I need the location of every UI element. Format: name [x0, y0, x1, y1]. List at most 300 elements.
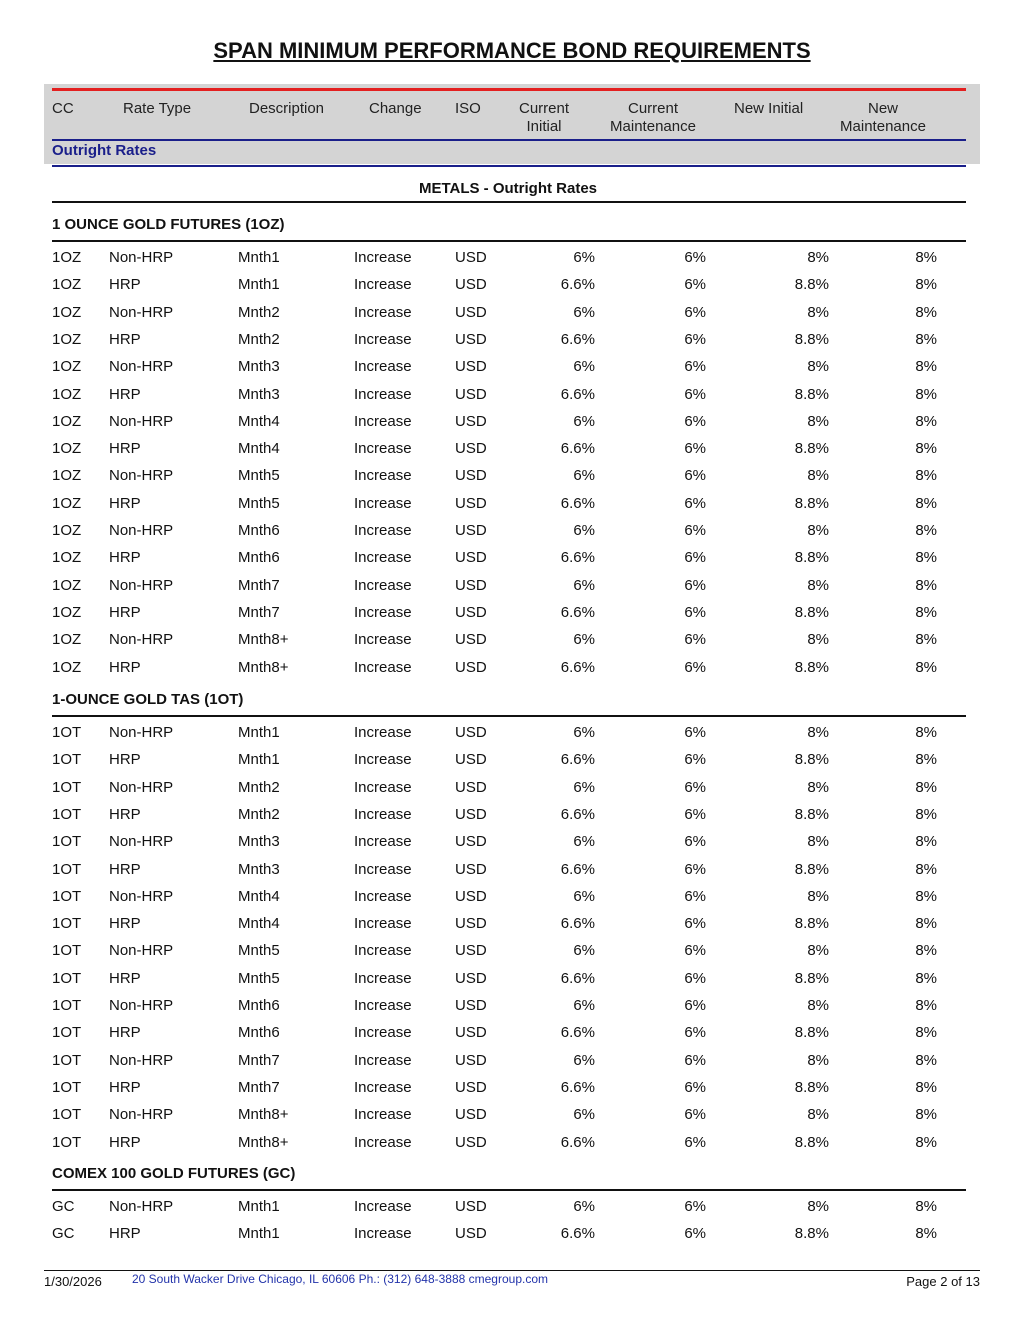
table-cell: Mnth8+	[238, 631, 289, 649]
table-cell: Non-HRP	[109, 576, 174, 594]
table-cell: 1OZ	[52, 494, 82, 512]
table-cell: Mnth3	[238, 860, 280, 878]
table-cell: 8%	[915, 467, 937, 485]
table-row	[0, 1198, 1024, 1225]
table-cell: 6%	[684, 385, 706, 403]
table-cell: 6%	[573, 303, 595, 321]
table-cell: USD	[455, 412, 487, 430]
table-cell: 1OT	[52, 915, 82, 933]
header-change: Change	[369, 100, 422, 117]
table-cell: 6%	[684, 751, 706, 769]
table-cell: 6.6%	[560, 915, 595, 933]
table-cell: Increase	[354, 631, 412, 649]
table-cell: 6%	[684, 276, 706, 294]
table-cell: 1OT	[52, 860, 82, 878]
header-iso: ISO	[455, 100, 481, 117]
table-cell: 6.6%	[560, 1225, 595, 1243]
table-cell: Increase	[354, 494, 412, 512]
table-row	[0, 970, 1024, 997]
table-cell: Increase	[354, 549, 412, 567]
table-cell: Mnth6	[238, 997, 280, 1014]
section-blue-rule	[52, 165, 966, 167]
table-cell: USD	[455, 303, 487, 321]
table-cell: 8%	[915, 276, 937, 294]
table-cell: 8%	[915, 833, 937, 851]
table-cell: 6%	[684, 724, 706, 741]
table-cell: 8%	[915, 358, 937, 376]
table-cell: Mnth1	[238, 751, 280, 769]
table-cell: 6.6%	[560, 1133, 595, 1151]
table-cell: USD	[455, 467, 487, 485]
table-cell: Mnth8+	[238, 658, 289, 676]
table-cell: 1OT	[52, 887, 82, 905]
table-cell: 8%	[915, 915, 937, 933]
table-cell: 8%	[915, 1198, 937, 1215]
table-row	[0, 1106, 1024, 1133]
table-cell: 8.8%	[794, 603, 829, 621]
table-cell: 8%	[915, 969, 937, 987]
table-cell: 8%	[915, 942, 937, 960]
table-cell: 1OT	[52, 1133, 82, 1151]
table-cell: GC	[52, 1198, 75, 1215]
table-cell: 6%	[684, 969, 706, 987]
table-cell: 6%	[684, 358, 706, 376]
table-cell: 8%	[915, 751, 937, 769]
table-cell: 8%	[915, 440, 937, 458]
table-cell: Mnth1	[238, 724, 280, 741]
table-cell: 1OT	[52, 778, 82, 796]
table-cell: Increase	[354, 833, 412, 851]
table-cell: Increase	[354, 658, 412, 676]
table-cell: 6%	[684, 778, 706, 796]
table-cell: USD	[455, 997, 487, 1014]
table-cell: Increase	[354, 1106, 412, 1124]
table-row	[0, 915, 1024, 942]
table-cell: 6%	[684, 1106, 706, 1124]
table-cell: 8%	[915, 1133, 937, 1151]
table-row	[0, 440, 1024, 467]
table-cell: 6%	[684, 330, 706, 348]
table-cell: 1OT	[52, 1078, 82, 1096]
table-cell: Non-HRP	[109, 631, 174, 649]
table-cell: USD	[455, 1078, 487, 1096]
table-cell: Mnth8+	[238, 1106, 289, 1124]
table-cell: 8.8%	[794, 1078, 829, 1096]
table-cell: USD	[455, 631, 487, 649]
table-cell: Mnth1	[238, 249, 280, 266]
table-cell: Mnth6	[238, 1024, 280, 1042]
table-cell: USD	[455, 358, 487, 376]
table-cell: Increase	[354, 751, 412, 769]
table-cell: 8.8%	[794, 276, 829, 294]
table-cell: 6.6%	[560, 860, 595, 878]
table-cell: USD	[455, 1106, 487, 1124]
table-cell: 8.8%	[794, 549, 829, 567]
table-cell: 1OZ	[52, 576, 82, 594]
table-cell: Non-HRP	[109, 1051, 174, 1069]
metals-divider	[52, 201, 966, 203]
header-new-maintenance: New Maintenance	[840, 100, 926, 135]
table-row	[0, 1024, 1024, 1051]
header-current-maintenance: Current Maintenance	[610, 100, 696, 135]
table-cell: HRP	[109, 860, 141, 878]
table-cell: Non-HRP	[109, 942, 174, 960]
table-cell: 6%	[684, 1024, 706, 1042]
table-cell: Increase	[354, 385, 412, 403]
table-cell: Increase	[354, 522, 412, 539]
table-cell: HRP	[109, 1078, 141, 1096]
table-cell: 8%	[915, 1078, 937, 1096]
table-cell: USD	[455, 549, 487, 567]
table-cell: 6%	[573, 522, 595, 539]
table-cell: Mnth8+	[238, 1133, 289, 1151]
table-cell: 1OZ	[52, 249, 82, 266]
table-cell: Non-HRP	[109, 724, 174, 741]
table-row	[0, 386, 1024, 413]
table-cell: 6.6%	[560, 276, 595, 294]
table-cell: 8%	[915, 658, 937, 676]
table-row	[0, 1134, 1024, 1161]
table-cell: USD	[455, 330, 487, 348]
table-cell: Increase	[354, 860, 412, 878]
table-cell: 8.8%	[794, 860, 829, 878]
table-cell: 6.6%	[560, 658, 595, 676]
table-cell: 6%	[684, 412, 706, 430]
table-cell: 8%	[915, 549, 937, 567]
table-cell: 8%	[915, 1051, 937, 1069]
table-cell: Increase	[354, 997, 412, 1014]
table-cell: Increase	[354, 1133, 412, 1151]
table-cell: Non-HRP	[109, 997, 174, 1014]
header-red-rule	[52, 88, 966, 91]
table-row	[0, 779, 1024, 806]
table-cell: Increase	[354, 412, 412, 430]
table-cell: 6%	[684, 860, 706, 878]
table-cell: Non-HRP	[109, 303, 174, 321]
table-cell: 8.8%	[794, 1024, 829, 1042]
table-row	[0, 631, 1024, 658]
table-row	[0, 861, 1024, 888]
table-cell: 6%	[573, 631, 595, 649]
table-cell: Mnth5	[238, 942, 280, 960]
table-cell: 8.8%	[794, 1133, 829, 1151]
table-cell: 8%	[807, 887, 829, 905]
table-row	[0, 577, 1024, 604]
table-cell: 1OZ	[52, 412, 82, 430]
table-cell: USD	[455, 805, 487, 823]
table-cell: Mnth7	[238, 603, 280, 621]
table-cell: HRP	[109, 1133, 141, 1151]
table-cell: USD	[455, 942, 487, 960]
table-row	[0, 413, 1024, 440]
table-cell: 8%	[807, 1198, 829, 1215]
table-cell: 6%	[684, 1133, 706, 1151]
table-cell: Mnth4	[238, 887, 280, 905]
table-cell: 8.8%	[794, 494, 829, 512]
group-title: COMEX 100 GOLD FUTURES (GC)	[52, 1165, 296, 1182]
table-row	[0, 249, 1024, 276]
table-cell: 6%	[684, 1078, 706, 1096]
table-cell: Increase	[354, 887, 412, 905]
table-cell: 6%	[573, 833, 595, 851]
table-cell: HRP	[109, 1024, 141, 1042]
table-cell: HRP	[109, 658, 141, 676]
section-label: Outright Rates	[52, 142, 157, 159]
table-cell: Mnth6	[238, 522, 280, 539]
table-row	[0, 522, 1024, 549]
table-cell: 6%	[684, 603, 706, 621]
table-cell: Increase	[354, 330, 412, 348]
table-cell: 6%	[573, 576, 595, 594]
table-row	[0, 495, 1024, 522]
table-cell: Increase	[354, 249, 412, 266]
header-blue-rule	[52, 139, 966, 141]
table-cell: 6.6%	[560, 440, 595, 458]
table-cell: Non-HRP	[109, 833, 174, 851]
table-cell: Increase	[354, 1024, 412, 1042]
table-cell: 6%	[573, 724, 595, 741]
table-cell: Mnth1	[238, 1198, 280, 1215]
table-cell: 1OT	[52, 997, 82, 1014]
table-cell: Mnth5	[238, 467, 280, 485]
table-cell: 8%	[915, 1106, 937, 1124]
table-cell: HRP	[109, 440, 141, 458]
table-cell: USD	[455, 724, 487, 741]
table-row	[0, 331, 1024, 358]
table-row	[0, 358, 1024, 385]
table-cell: 6%	[684, 658, 706, 676]
table-cell: Mnth2	[238, 303, 280, 321]
table-row	[0, 1052, 1024, 1079]
table-cell: 6.6%	[560, 751, 595, 769]
table-cell: 8%	[915, 330, 937, 348]
table-cell: 6.6%	[560, 1024, 595, 1042]
table-cell: Non-HRP	[109, 1106, 174, 1124]
table-cell: Increase	[354, 942, 412, 960]
table-cell: Increase	[354, 805, 412, 823]
table-cell: 1OT	[52, 1051, 82, 1069]
table-cell: 6.6%	[560, 330, 595, 348]
table-cell: 1OT	[52, 942, 82, 960]
table-cell: 8%	[807, 358, 829, 376]
table-cell: Non-HRP	[109, 778, 174, 796]
table-cell: USD	[455, 1024, 487, 1042]
table-cell: Increase	[354, 1225, 412, 1243]
table-cell: Mnth1	[238, 1225, 280, 1243]
table-cell: 8%	[807, 778, 829, 796]
table-cell: 8%	[915, 805, 937, 823]
table-row	[0, 833, 1024, 860]
table-cell: Mnth7	[238, 1051, 280, 1069]
page-title: SPAN MINIMUM PERFORMANCE BOND REQUIREMENTS	[213, 38, 811, 63]
table-cell: 8%	[915, 303, 937, 321]
table-cell: 8.8%	[794, 330, 829, 348]
footer-page-number: Page 2 of 13	[906, 1274, 980, 1289]
table-cell: HRP	[109, 969, 141, 987]
table-cell: 6%	[573, 1198, 595, 1215]
table-cell: Non-HRP	[109, 522, 174, 539]
table-cell: USD	[455, 1051, 487, 1069]
table-cell: 8%	[915, 860, 937, 878]
table-cell: Mnth2	[238, 805, 280, 823]
table-row	[0, 549, 1024, 576]
table-cell: 6%	[573, 249, 595, 266]
table-cell: USD	[455, 887, 487, 905]
table-cell: Increase	[354, 603, 412, 621]
table-cell: HRP	[109, 494, 141, 512]
table-cell: 1OZ	[52, 603, 82, 621]
table-cell: USD	[455, 658, 487, 676]
table-cell: 8%	[807, 522, 829, 539]
table-cell: 6%	[684, 833, 706, 851]
table-cell: 1OT	[52, 1024, 82, 1042]
table-cell: 1OZ	[52, 330, 82, 348]
table-cell: 8.8%	[794, 751, 829, 769]
table-cell: 1OZ	[52, 303, 82, 321]
group-divider	[52, 715, 966, 717]
table-cell: 6%	[684, 440, 706, 458]
table-cell: 6%	[684, 915, 706, 933]
table-row	[0, 467, 1024, 494]
table-cell: Mnth1	[238, 276, 280, 294]
table-cell: Mnth2	[238, 330, 280, 348]
table-cell: 6%	[684, 576, 706, 594]
metals-title: METALS - Outright Rates	[418, 180, 598, 197]
table-cell: 8%	[807, 249, 829, 266]
table-cell: 8.8%	[794, 440, 829, 458]
header-rate-type: Rate Type	[123, 100, 192, 117]
table-cell: Mnth4	[238, 915, 280, 933]
header-description: Description	[249, 100, 325, 117]
table-cell: 8.8%	[794, 658, 829, 676]
table-cell: Increase	[354, 1051, 412, 1069]
table-cell: 8.8%	[794, 1225, 829, 1243]
table-cell: 8%	[807, 833, 829, 851]
table-cell: 6%	[684, 522, 706, 539]
footer-divider	[44, 1270, 980, 1271]
table-cell: USD	[455, 603, 487, 621]
table-cell: 6.6%	[560, 1078, 595, 1096]
table-cell: 6.6%	[560, 805, 595, 823]
table-cell: 8.8%	[794, 385, 829, 403]
table-row	[0, 724, 1024, 751]
table-cell: HRP	[109, 330, 141, 348]
table-cell: 8.8%	[794, 915, 829, 933]
table-cell: USD	[455, 522, 487, 539]
table-cell: 6%	[684, 303, 706, 321]
table-cell: 6%	[684, 887, 706, 905]
table-cell: 8%	[915, 997, 937, 1014]
table-row	[0, 997, 1024, 1024]
table-cell: 6.6%	[560, 494, 595, 512]
table-cell: HRP	[109, 1225, 141, 1243]
table-cell: Increase	[354, 1198, 412, 1215]
table-cell: 8%	[807, 631, 829, 649]
table-cell: USD	[455, 1133, 487, 1151]
table-cell: Increase	[354, 1078, 412, 1096]
table-row	[0, 751, 1024, 778]
table-cell: 8%	[807, 303, 829, 321]
table-cell: Mnth4	[238, 412, 280, 430]
table-cell: Increase	[354, 778, 412, 796]
table-cell: USD	[455, 751, 487, 769]
table-cell: 6%	[573, 778, 595, 796]
table-cell: 8%	[807, 467, 829, 485]
table-cell: 1OZ	[52, 358, 82, 376]
table-cell: 6%	[684, 805, 706, 823]
table-cell: 6%	[684, 631, 706, 649]
group-divider	[52, 240, 966, 242]
table-cell: Mnth3	[238, 358, 280, 376]
table-cell: USD	[455, 778, 487, 796]
table-row	[0, 604, 1024, 631]
table-cell: USD	[455, 576, 487, 594]
table-cell: 6%	[573, 997, 595, 1014]
table-cell: 6%	[573, 1106, 595, 1124]
table-cell: USD	[455, 1225, 487, 1243]
table-cell: 6%	[684, 942, 706, 960]
table-cell: Increase	[354, 276, 412, 294]
table-cell: Mnth3	[238, 385, 280, 403]
table-cell: 6.6%	[560, 549, 595, 567]
table-cell: USD	[455, 385, 487, 403]
table-row	[0, 888, 1024, 915]
table-cell: USD	[455, 1198, 487, 1215]
table-row	[0, 304, 1024, 331]
group-divider	[52, 1189, 966, 1191]
table-cell: Increase	[354, 303, 412, 321]
table-cell: 1OZ	[52, 385, 82, 403]
table-cell: 8%	[807, 997, 829, 1014]
table-cell: Mnth2	[238, 778, 280, 796]
table-row	[0, 276, 1024, 303]
table-cell: 6%	[684, 1198, 706, 1215]
table-cell: Increase	[354, 969, 412, 987]
table-cell: 8%	[915, 631, 937, 649]
table-cell: Non-HRP	[109, 249, 174, 266]
table-cell: 8%	[915, 412, 937, 430]
table-row	[0, 806, 1024, 833]
table-cell: 1OT	[52, 969, 82, 987]
footer-date: 1/30/2026	[44, 1274, 102, 1289]
table-cell: 8%	[807, 1106, 829, 1124]
table-cell: 1OZ	[52, 276, 82, 294]
header-cc: CC	[52, 100, 74, 117]
table-cell: USD	[455, 860, 487, 878]
table-cell: 1OZ	[52, 467, 82, 485]
table-cell: Non-HRP	[109, 412, 174, 430]
table-cell: USD	[455, 440, 487, 458]
table-cell: USD	[455, 833, 487, 851]
table-cell: 8%	[807, 576, 829, 594]
table-cell: 1OT	[52, 805, 82, 823]
table-cell: 6%	[684, 1225, 706, 1243]
table-cell: 6.6%	[560, 385, 595, 403]
table-cell: 8%	[807, 1051, 829, 1069]
table-cell: 6%	[573, 1051, 595, 1069]
table-cell: 6%	[573, 942, 595, 960]
table-cell: Mnth7	[238, 1078, 280, 1096]
table-cell: 6%	[684, 997, 706, 1014]
table-cell: HRP	[109, 385, 141, 403]
table-cell: 8%	[915, 494, 937, 512]
table-cell: 8%	[915, 576, 937, 594]
header-current-initial: Current Initial	[518, 100, 570, 135]
table-cell: USD	[455, 276, 487, 294]
table-cell: 1OZ	[52, 631, 82, 649]
table-cell: 8%	[807, 724, 829, 741]
table-cell: USD	[455, 494, 487, 512]
